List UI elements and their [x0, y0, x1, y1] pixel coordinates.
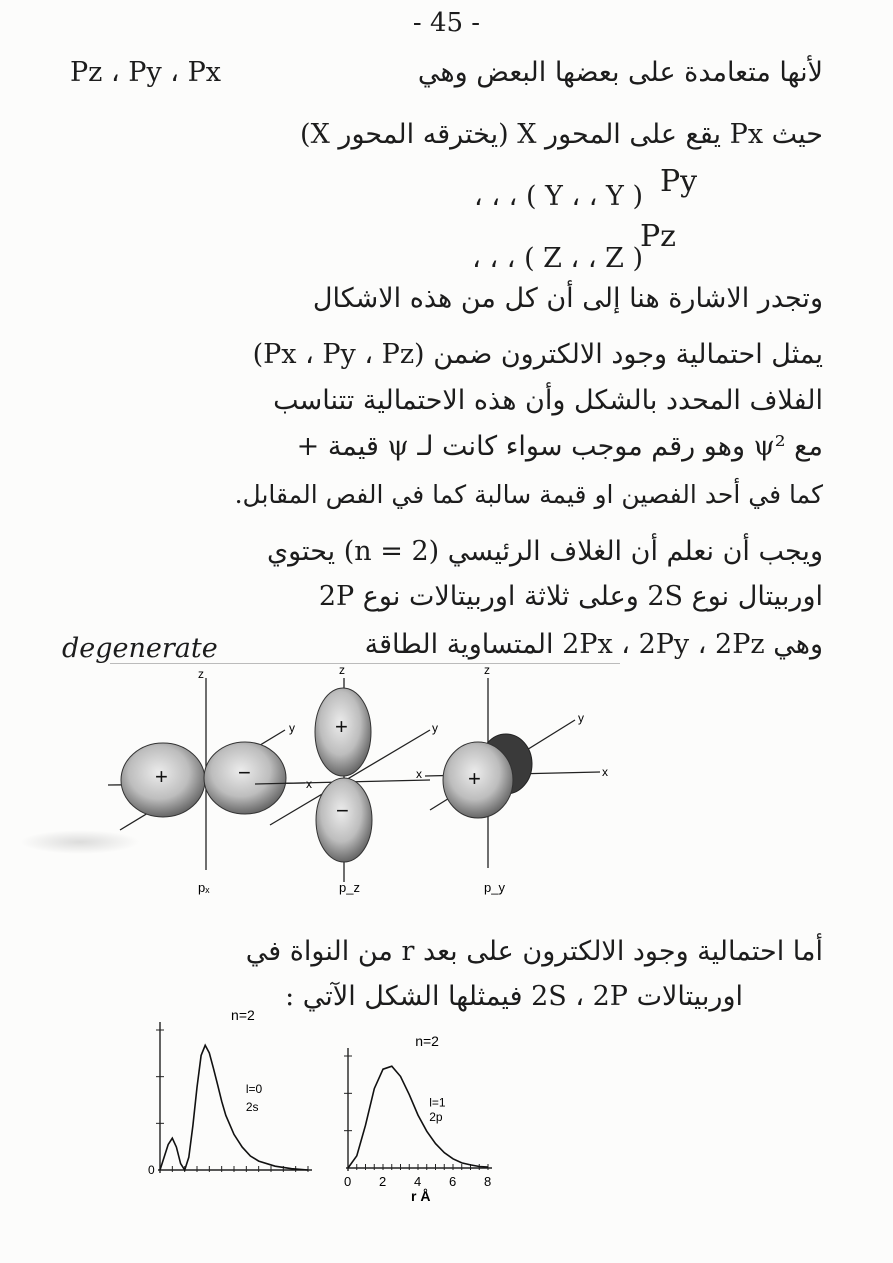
para1-line1 [418, 56, 823, 90]
orbital-annotation: 2s [245, 1100, 259, 1115]
para2-line2: (Px ، Py ، Pz) يمثل احتمالية وجود الالكترون ضمن [252, 339, 823, 370]
x-axis-label: r Å [411, 1188, 431, 1204]
radial-chart-2s [140, 1007, 320, 1193]
radial-probability-curve [348, 1066, 488, 1168]
chart-title: n=2 [231, 1007, 255, 1023]
pz-caption: p_z [339, 880, 360, 895]
orbital-annotation: 2p [429, 1109, 443, 1124]
x-tick-label: 8 [484, 1174, 492, 1189]
page-number: - 45 - [412, 8, 481, 38]
scan-smudge [20, 830, 140, 854]
px-y-label: y [289, 721, 295, 735]
p-orbitals-diagram [0, 660, 893, 910]
para2-line5: كما في أحد الفصين او قيمة سالبة كما في الفص المقابل. [234, 480, 823, 509]
x-tick-label: 6 [449, 1174, 457, 1189]
row-py-label: Py [660, 164, 698, 199]
px-caption: pₓ [198, 880, 210, 895]
row-pz-label: Pz [640, 219, 676, 254]
px-z-label: z [198, 667, 204, 681]
pz-y-label: y [432, 721, 438, 735]
py-z-label: z [484, 663, 490, 677]
py-caption: p_y [484, 880, 505, 895]
para2-line1: وتجدر الاشارة هنا إلى أن كل من هذه الاشكال [312, 283, 823, 314]
para3-line1: ويجب أن نعلم أن الغلاف الرئيسي (n = 2) يحتوي [266, 536, 823, 567]
row-pz-marks: ، ، ، ( Z ، ، Z ) [472, 243, 643, 274]
para1-line2: حيث Px يقع على المحور X (يخترقه المحور X) [300, 119, 823, 150]
para3-line2: اوربيتال نوع 2S وعلى ثلاثة اوربيتالات نوع 2P [318, 581, 823, 612]
pz-minus-sign: − [336, 798, 349, 823]
para1-line1-symbols: Pz ، Py ، Px [70, 57, 221, 88]
pz-z-label: z [339, 663, 345, 677]
x-tick-label: 2 [379, 1174, 387, 1189]
py-orbital [425, 663, 608, 895]
x-tick-label: 4 [414, 1174, 422, 1189]
para2-line3: الفلاف المحدد بالشكل وأن هذه الاحتمالية تتناسب [273, 385, 823, 416]
para1-line1-arabic: لأنها متعامدة على بعضها البعض وهي [417, 57, 823, 88]
y-zero-label: 0 [148, 1163, 155, 1177]
para2-line4: مع ψ² وهو رقم موجب سواء كانت لـ ψ قيمة + [296, 431, 823, 462]
px-x-label: x [306, 777, 312, 791]
para4-line1: أما احتمالية وجود الالكترون على بعد r من النواة في [245, 936, 823, 967]
l-annotation: l=1 [429, 1095, 446, 1110]
pz-plus-sign: + [335, 714, 348, 739]
x-tick-label: 0 [344, 1174, 352, 1189]
px-minus-sign: − [238, 760, 251, 785]
py-plus-sign: + [468, 766, 481, 791]
para4-line2: اوربيتالات 2S ، 2P فيمثلها الشكل الآتي : [285, 981, 743, 1012]
chart-title: n=2 [415, 1033, 439, 1049]
px-plus-sign: + [155, 764, 168, 789]
degenerate-word: degenerate [62, 633, 218, 664]
pz-x-label: x [416, 767, 422, 781]
radial-probability-curve [160, 1045, 308, 1170]
py-x-label: x [602, 765, 608, 779]
py-y-label: y [578, 711, 584, 725]
row-py-marks: ، ، ، ( Y ، ، Y ) [474, 181, 643, 212]
para3-line3: وهي 2Px ، 2Py ، 2Pz المتساوية الطاقة [364, 629, 823, 660]
px-orbital [108, 667, 312, 895]
l-annotation: l=0 [245, 1082, 263, 1096]
radial-chart-2p [330, 1033, 510, 1205]
